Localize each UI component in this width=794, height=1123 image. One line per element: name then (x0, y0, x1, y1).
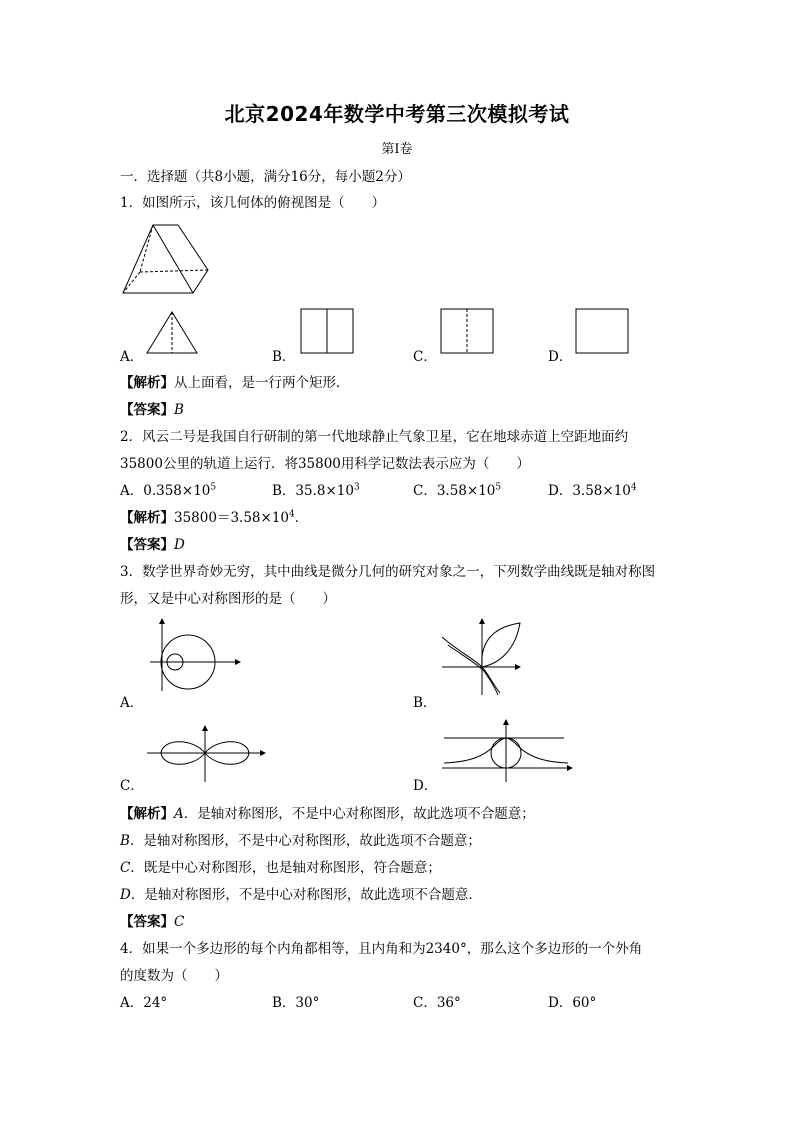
section-heading: 一．选择题（共8小题，满分16分，每小题2分） (120, 169, 411, 185)
q4-stem-line1: 4．如果一个多边形的每个内角都相等，且内角和为2340°，那么这个多边形的一个外角 (120, 941, 643, 957)
volume-label: 第Ⅰ卷 (381, 142, 413, 157)
q3-option-c-figure (145, 722, 269, 784)
q4-option-a: A．24° (120, 995, 168, 1011)
q2-option-d: D．$3.58\times 10^4$ (548, 482, 637, 499)
q1-option-c-label: C． (413, 349, 437, 365)
q1-analysis (120, 371, 350, 391)
q2-answer (120, 533, 185, 553)
q2-stem-line2: 35800公里的轨道上运行．将35800用科学记数法表示应为（ ） (120, 456, 530, 472)
q3-option-b-figure (440, 615, 524, 697)
q1-option-c-figure (440, 308, 494, 355)
q3-option-a-figure (148, 615, 244, 693)
q2-stem-line1: 2．风云二号是我国自行研制的第一代地球静止气象卫星，它在地球赤道上空距地面约 (120, 429, 629, 445)
q3-analysis-line2: B．是轴对称图形，不是中心对称图形，故此选项不合题意； (120, 833, 481, 849)
analysis-text: 从上面看，是一行两个矩形． (174, 375, 350, 391)
q3-option-c-label: C． (120, 778, 144, 794)
analysis-tag: 【解析】 (120, 806, 174, 822)
q2-option-c: C．$3.58\times 10^5$ (413, 482, 502, 499)
q3-analysis-line3: C．既是中心对称图形，也是轴对称图形，符合题意； (120, 860, 441, 876)
q3-option-a-label: A． (120, 695, 144, 711)
q1-option-d-figure (575, 308, 629, 355)
q1-prism-figure (118, 220, 218, 298)
q3-option-d-figure (440, 716, 576, 784)
q1-stem: 1．如图所示，该几何体的俯视图是（ ） (120, 195, 386, 211)
q1-option-b-figure (300, 308, 354, 355)
q3-stem-line1: 3．数学世界奇妙无穷，其中曲线是微分几何的研究对象之一，下列数学曲线既是轴对称图 (120, 564, 656, 580)
q3-analysis-line4: D．是轴对称图形，不是中心对称图形，故此选项不合题意． (120, 887, 482, 903)
q4-option-c: C．36° (413, 995, 461, 1011)
q1-option-b-label: B． (272, 349, 296, 365)
q3-answer (120, 910, 184, 930)
q1-option-a-label: A． (120, 349, 144, 365)
answer-tag: 【答案】 (120, 402, 174, 418)
analysis-text: 35800＝3.58×10 (174, 510, 289, 526)
q2-analysis: 【解析】$35800=3.58\times 10^4$． (120, 509, 309, 526)
answer-value: C (174, 914, 185, 930)
answer-tag: 【答案】 (120, 914, 174, 930)
q4-option-d: D．60° (548, 995, 597, 1011)
q1-answer (120, 398, 184, 418)
answer-tag: 【答案】 (120, 537, 174, 553)
analysis-tag: 【解析】 (120, 375, 174, 391)
analysis-tag: 【解析】 (120, 510, 174, 526)
q1-option-a-figure (145, 310, 199, 356)
q3-option-b-label: B． (413, 695, 437, 711)
q3-stem-line2: 形，又是中心对称图形的是（ ） (120, 591, 336, 607)
answer-value: D (174, 537, 185, 553)
q4-option-b: B．30° (272, 995, 320, 1011)
q1-option-d-label: D． (548, 349, 573, 365)
page-title: 北京2024年数学中考第三次模拟考试 (224, 102, 570, 126)
answer-value: B (174, 402, 184, 418)
q2-option-b: B．$35.8\times 10^3$ (272, 482, 360, 499)
q4-stem-line2: 的度数为（ ） (120, 968, 228, 984)
q3-option-d-label: D． (413, 778, 438, 794)
q2-option-a: A．$0.358\times 10^5$ (120, 482, 217, 499)
q3-analysis-line1: 【解析】A．是轴对称图形，不是中心对称图形，故此选项不合题意； (120, 806, 535, 822)
